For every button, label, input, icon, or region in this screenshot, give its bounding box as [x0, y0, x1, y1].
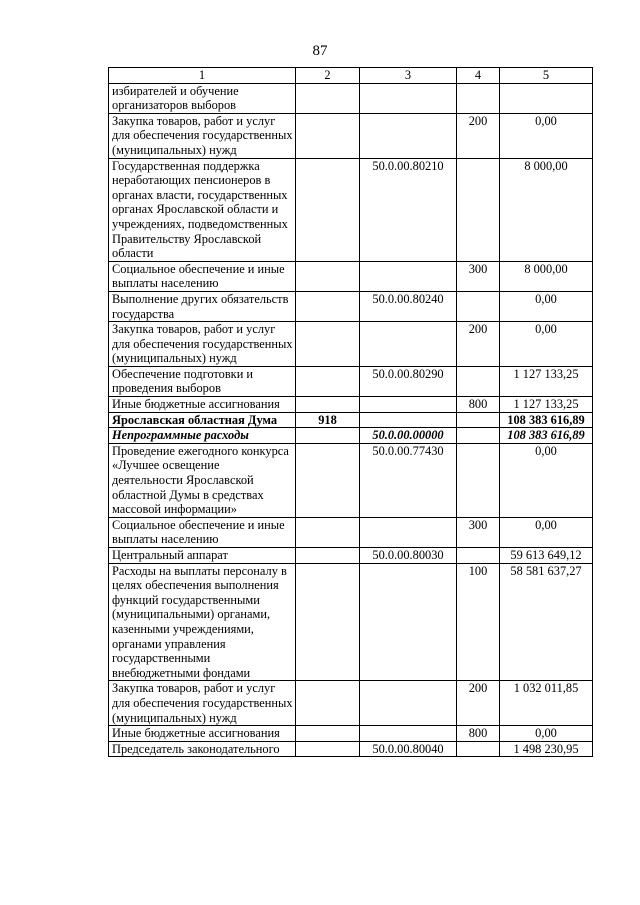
department-code-cell	[296, 517, 360, 547]
table-row	[109, 563, 593, 681]
target-article-cell	[360, 397, 457, 413]
expense-type-cell: 300	[457, 517, 500, 547]
table-row	[109, 412, 593, 428]
table-row	[109, 291, 593, 321]
department-code-cell	[296, 548, 360, 564]
department-code-cell	[296, 397, 360, 413]
expense-type-cell	[457, 366, 500, 396]
table-row	[109, 261, 593, 291]
department-code-cell	[296, 113, 360, 158]
expense-name-cell: Председатель законодательного	[109, 741, 296, 757]
header-col-4: 4	[457, 68, 500, 84]
table-row	[109, 83, 593, 113]
header-col-5: 5	[500, 68, 593, 84]
expense-type-cell	[457, 291, 500, 321]
department-code-cell	[296, 322, 360, 367]
expense-name-cell: Центральный аппарат	[109, 548, 296, 564]
table-row	[109, 428, 593, 444]
expense-type-cell: 800	[457, 726, 500, 742]
department-code-cell	[296, 681, 360, 726]
amount-cell: 108 383 616,89	[500, 428, 593, 444]
department-code-cell	[296, 741, 360, 757]
expense-type-cell: 200	[457, 322, 500, 367]
expense-type-cell: 800	[457, 397, 500, 413]
target-article-cell	[360, 113, 457, 158]
table-row	[109, 443, 593, 517]
target-article-cell	[360, 83, 457, 113]
expense-name-cell: Ярославская областная Дума	[109, 412, 296, 428]
amount-cell: 8 000,00	[500, 158, 593, 261]
department-code-cell: 918	[296, 412, 360, 428]
target-article-cell	[360, 261, 457, 291]
target-article-cell: 50.0.00.80290	[360, 366, 457, 396]
expense-name-cell: Социальное обеспечение и иные выплаты населению	[109, 261, 296, 291]
expense-name-cell: Государственная поддержка неработающих пенсионеров в органах власти, государственных органах Ярославской области и учреждениях, подведомственных Правительству Ярославской области	[109, 158, 296, 261]
target-article-cell	[360, 412, 457, 428]
expense-type-cell: 300	[457, 261, 500, 291]
expense-type-cell	[457, 83, 500, 113]
department-code-cell	[296, 726, 360, 742]
table-row	[109, 681, 593, 726]
department-code-cell	[296, 83, 360, 113]
amount-cell: 58 581 637,27	[500, 563, 593, 681]
amount-cell: 0,00	[500, 726, 593, 742]
expense-name-cell: Социальное обеспечение и иные выплаты населению	[109, 517, 296, 547]
amount-cell: 1 127 133,25	[500, 397, 593, 413]
expense-name-cell: Иные бюджетные ассигнования	[109, 397, 296, 413]
expense-name-cell: избирателей и обучение организаторов выборов	[109, 83, 296, 113]
target-article-cell: 50.0.00.77430	[360, 443, 457, 517]
expense-type-cell	[457, 428, 500, 444]
expense-type-cell	[457, 741, 500, 757]
expense-name-cell: Выполнение других обязательств государства	[109, 291, 296, 321]
amount-cell: 1 127 133,25	[500, 366, 593, 396]
target-article-cell: 50.0.00.80240	[360, 291, 457, 321]
expense-name-cell: Непрограммные расходы	[109, 428, 296, 444]
department-code-cell	[296, 428, 360, 444]
table-row	[109, 322, 593, 367]
expense-name-cell: Закупка товаров, работ и услуг для обеспечения государственных (муниципальных) нужд	[109, 113, 296, 158]
target-article-cell	[360, 726, 457, 742]
amount-cell: 0,00	[500, 291, 593, 321]
expense-type-cell	[457, 412, 500, 428]
target-article-cell	[360, 517, 457, 547]
table-row	[109, 726, 593, 742]
amount-cell	[500, 83, 593, 113]
amount-cell: 108 383 616,89	[500, 412, 593, 428]
amount-cell: 0,00	[500, 517, 593, 547]
table-row	[109, 158, 593, 261]
header-col-3: 3	[360, 68, 457, 84]
department-code-cell	[296, 443, 360, 517]
expense-name-cell: Проведение ежегодного конкурса «Лучшее освещение деятельности Ярославской областной Думы в средствах массовой информации»	[109, 443, 296, 517]
department-code-cell	[296, 261, 360, 291]
amount-cell: 0,00	[500, 443, 593, 517]
expense-name-cell: Закупка товаров, работ и услуг для обеспечения государственных (муниципальных) нужд	[109, 681, 296, 726]
table-header-row	[109, 68, 593, 84]
target-article-cell: 50.0.00.80210	[360, 158, 457, 261]
amount-cell: 1 032 011,85	[500, 681, 593, 726]
amount-cell: 0,00	[500, 113, 593, 158]
amount-cell: 8 000,00	[500, 261, 593, 291]
table-row	[109, 517, 593, 547]
target-article-cell: 50.0.00.80030	[360, 548, 457, 564]
target-article-cell	[360, 322, 457, 367]
department-code-cell	[296, 366, 360, 396]
amount-cell: 1 498 230,95	[500, 741, 593, 757]
table-row	[109, 741, 593, 757]
expense-type-cell	[457, 158, 500, 261]
expense-type-cell	[457, 548, 500, 564]
header-col-2: 2	[296, 68, 360, 84]
amount-cell: 59 613 649,12	[500, 548, 593, 564]
expense-type-cell: 200	[457, 681, 500, 726]
target-article-cell: 50.0.00.00000	[360, 428, 457, 444]
department-code-cell	[296, 563, 360, 681]
expense-name-cell: Обеспечение подготовки и проведения выборов	[109, 366, 296, 396]
expense-name-cell: Расходы на выплаты персоналу в целях обеспечения выполнения функций государственными (муниципальными) органами, казенными учреждениями, органами управления государственными внебюджетными фондами	[109, 563, 296, 681]
expense-name-cell: Закупка товаров, работ и услуг для обеспечения государственных (муниципальных) нужд	[109, 322, 296, 367]
amount-cell: 0,00	[500, 322, 593, 367]
table-row	[109, 397, 593, 413]
header-col-1: 1	[109, 68, 296, 84]
target-article-cell: 50.0.00.80040	[360, 741, 457, 757]
table-row	[109, 113, 593, 158]
table-body	[109, 68, 593, 757]
expense-type-cell: 200	[457, 113, 500, 158]
page-number: 87	[312, 43, 328, 59]
department-code-cell	[296, 158, 360, 261]
table-row	[109, 366, 593, 396]
expense-type-cell	[457, 443, 500, 517]
target-article-cell	[360, 563, 457, 681]
target-article-cell	[360, 681, 457, 726]
budget-table	[108, 67, 593, 757]
expense-name-cell: Иные бюджетные ассигнования	[109, 726, 296, 742]
table-row	[109, 548, 593, 564]
expense-type-cell: 100	[457, 563, 500, 681]
department-code-cell	[296, 291, 360, 321]
